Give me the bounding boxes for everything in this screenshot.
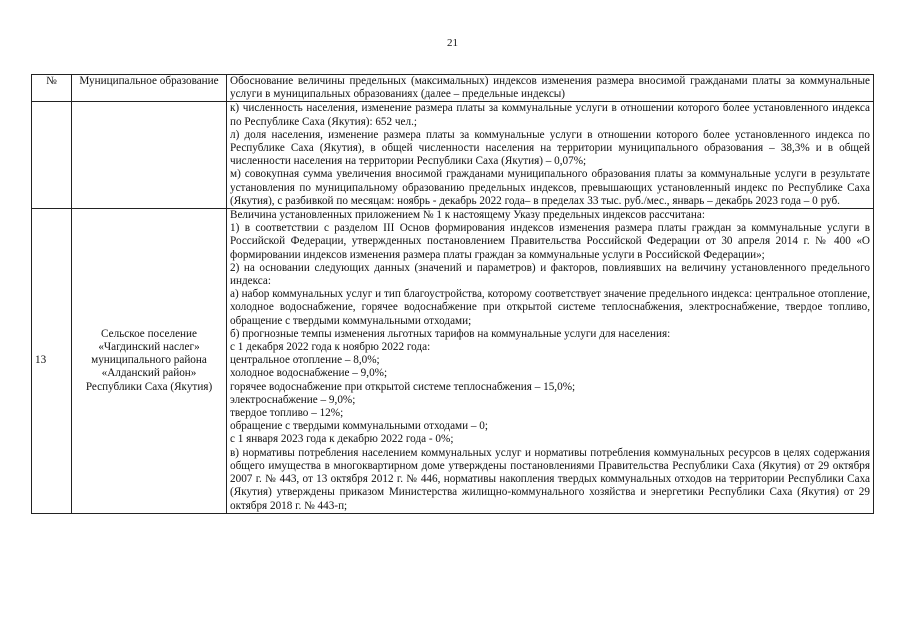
row-municipality [72, 102, 227, 209]
paragraph: центральное отопление – 8,0%; [230, 354, 380, 367]
paragraph: электроснабжение – 9,0%; [230, 393, 356, 406]
paragraph: к) численность населения, изменение размера платы за коммунальные услуги в отношении которого более установленного индекса по Республике Саха (Якутия): 652 чел.; [230, 102, 870, 128]
table-row-continuation [32, 102, 874, 209]
paragraph: 2) на основании следующих данных (значений и параметров) и факторов, повлиявших на величину установленного предельного индекса: [230, 261, 870, 288]
row-num: 13 [32, 209, 72, 514]
paragraph: в) нормативы потребления населением коммунальных услуг и нормативы потребления коммунальных ресурсов в целях содержания общего имущества в многоквартирном доме утверждены постановлениями Правительства Республики Саха (Якутия) от 29 октября 2007 г. № 443, от 13 октября 2012 г. № 446, нормативы накопления твердых коммунальных отходов на территории Республики Саха (Якутия) утверждены приказом Министерства жилищно-коммунального хозяйства и энергетики Республики Саха (Якутия) от 29 октября 2018 г. № 443-п; [230, 446, 870, 512]
header-municipality: Муниципальное образование [72, 75, 227, 102]
paragraph: Величина установленных приложением № 1 к настоящему Указу предельных индексов рассчитана: [230, 209, 705, 222]
paragraph: холодное водоснабжение – 9,0%; [230, 367, 388, 380]
paragraph: с 1 января 2023 года к декабрю 2022 года - 0%; [230, 433, 454, 446]
paragraph: горячее водоснабжение при открытой системе теплоснабжения – 15,0%; [230, 380, 576, 393]
paragraph: с 1 декабря 2022 года к ноябрю 2022 года: [230, 341, 431, 354]
paragraph: б) прогнозные темпы изменения льготных тарифов на коммунальные услуги для населения: [230, 327, 671, 340]
row-justification [227, 102, 874, 209]
paragraph: твердое топливо – 12%; [230, 407, 344, 420]
page-number: 21 [447, 37, 458, 49]
header-num: № [32, 75, 72, 102]
table-row-13 [32, 209, 874, 514]
paragraph: л) доля населения, изменение размера платы за коммунальные услуги в отношении которого более установленного индекса по Республике Саха (Якутия), в общей численности населения на территории муниципального образования – 38,3% и в общей численности населения на территории Республики Саха (Якутия) – 0,07%; [230, 128, 870, 168]
row-justification [227, 209, 874, 514]
header-justification: Обоснование величины предельных (максимальных) индексов изменения размера вносимой гражданами платы за коммунальные услуги в муниципальных образованиях (далее – предельные индексы) [227, 75, 874, 102]
paragraph: а) набор коммунальных услуг и тип благоустройства, которому соответствует значение предельного индекса: центральное отопление, холодное водоснабжение, горячее водоснабжение при открытой системе теплоснабжения, электроснабжение, твердое топливо, обращение с твердыми коммунальными отходами; [230, 288, 870, 327]
row-num [32, 102, 72, 209]
paragraph: 1) в соответствии с разделом III Основ формирования индексов изменения размера платы граждан за коммунальные услуги в Российской Федерации, утвержденных постановлением Правительства Российской Федерации от 30 апреля 2014 г. № 400 «О формировании индексов изменения размера платы граждан за коммунальные услуги в Российской Федерации»; [230, 222, 870, 261]
paragraph: м) совокупная сумма увеличения вносимой гражданами муниципального образования платы за коммунальные услуги в результате установления по муниципальному образованию предельных индексов, превышающих установленный индекс по Республике Саха (Якутия), с разбивкой по месяцам: ноябрь - декабрь 2022 года– в пределах 33 тыс. руб./мес., январь – декабрь 2023 года – 0 руб. [230, 168, 870, 207]
paragraph: обращение с твердыми коммунальными отходами – 0; [230, 420, 489, 433]
table-header-row [32, 75, 874, 102]
row-municipality: Сельское поселение «Чагдинский наслег» муниципального района «Алданский район» Республики Саха (Якутия) [72, 209, 227, 514]
indices-table [31, 74, 874, 514]
